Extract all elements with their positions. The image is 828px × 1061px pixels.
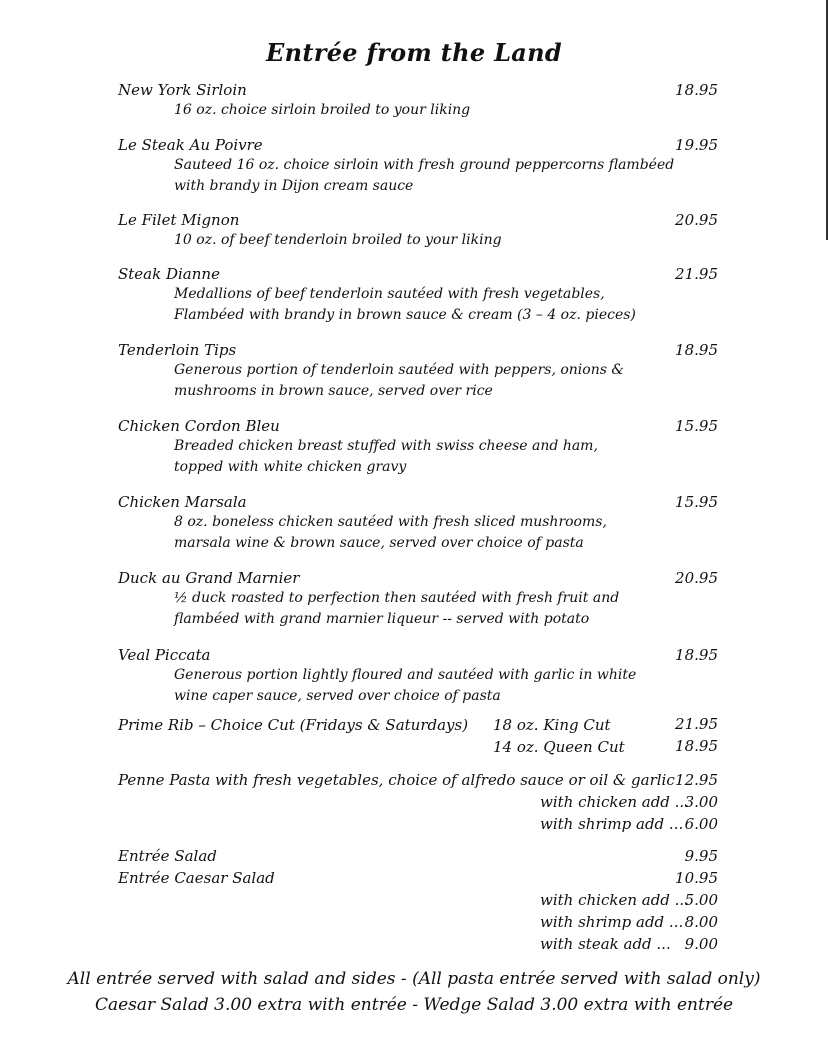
item-description: Generous portion lightly floured and sautéed with garlic in white xyxy=(174,667,637,683)
menu-item xyxy=(118,568,718,630)
item-price: 18.95 xyxy=(675,646,718,664)
item-name: Tenderloin Tips xyxy=(118,341,237,359)
salad-addon xyxy=(540,911,718,933)
item-name: Duck au Grand Marnier xyxy=(118,569,300,587)
menu-item xyxy=(118,80,718,121)
item-price: 20.95 xyxy=(675,211,718,229)
item-name: Le Steak Au Poivre xyxy=(118,136,263,154)
item-description: Flambéed with brandy in brown sauce & cream (3 – 4 oz. pieces) xyxy=(174,307,636,323)
item-description: with brandy in Dijon cream sauce xyxy=(174,178,414,194)
item-price: 18.95 xyxy=(675,341,718,359)
prime-rib-cut: 14 oz. Queen Cut xyxy=(493,738,625,756)
item-name: New York Sirloin xyxy=(118,81,247,99)
addon-label: with chicken add ... xyxy=(540,891,689,909)
salad-row xyxy=(118,845,718,867)
item-price: 20.95 xyxy=(675,569,718,587)
addon-price: 6.00 xyxy=(684,815,718,833)
page-title: Entrée from the Land xyxy=(266,38,562,67)
item-description: 8 oz. boneless chicken sautéed with fresh sliced mushrooms, xyxy=(174,514,607,530)
pasta-row xyxy=(118,769,718,791)
addon-label: with steak add ... xyxy=(540,935,671,953)
item-description: 16 oz. choice sirloin broiled to your liking xyxy=(174,102,471,118)
footer-note: Caesar Salad 3.00 extra with entrée - Wedge Salad 3.00 extra with entrée xyxy=(94,995,734,1015)
item-description: topped with white chicken gravy xyxy=(174,459,407,475)
item-description: Breaded chicken breast stuffed with swiss cheese and ham, xyxy=(174,438,598,454)
item-description: Medallions of beef tenderloin sautéed with fresh vegetables, xyxy=(174,286,605,302)
menu-item xyxy=(118,264,718,326)
menu-item xyxy=(118,492,718,554)
item-name: Chicken Cordon Bleu xyxy=(118,417,280,435)
salad-addon xyxy=(540,889,718,911)
salad-addon xyxy=(540,933,718,955)
footer-note: All entrée served with salad and sides - (All pasta entrée served with salad only) xyxy=(67,969,761,989)
item-price: 15.95 xyxy=(675,493,718,511)
item-name: Veal Piccata xyxy=(118,646,211,664)
menu-item xyxy=(118,340,718,402)
addon-label: with shrimp add ... xyxy=(540,815,684,833)
menu-item xyxy=(118,210,718,251)
salad-price: 10.95 xyxy=(675,869,718,887)
salad-name: Entrée Salad xyxy=(118,847,217,865)
prime-rib-name: Prime Rib – Choice Cut (Fridays & Saturdays) xyxy=(118,716,469,734)
prime-rib-price: 18.95 xyxy=(675,737,718,755)
item-price: 15.95 xyxy=(675,417,718,435)
addon-price: 5.00 xyxy=(684,891,718,909)
item-description: Generous portion of tenderloin sautéed with peppers, onions & xyxy=(174,362,624,378)
menu-item xyxy=(118,135,718,197)
addon-price: 9.00 xyxy=(684,935,718,953)
pasta-addon xyxy=(540,791,718,813)
addon-price: 3.00 xyxy=(684,793,718,811)
item-description: Sauteed 16 oz. choice sirloin with fresh ground peppercorns flambéed xyxy=(174,157,675,173)
addon-label: with shrimp add ... xyxy=(540,913,684,931)
prime-rib-cut: 18 oz. King Cut xyxy=(493,716,611,734)
item-description: wine caper sauce, served over choice of pasta xyxy=(174,688,501,704)
salad-row xyxy=(118,867,718,889)
salad-price: 9.95 xyxy=(684,847,718,865)
pasta-addon xyxy=(540,813,718,835)
menu-item xyxy=(118,645,718,707)
item-description: ½ duck roasted to perfection then sautéed with fresh fruit and xyxy=(174,590,620,606)
salad-name: Entrée Caesar Salad xyxy=(118,869,275,887)
item-description: mushrooms in brown sauce, served over rice xyxy=(174,383,493,399)
pasta-name: Penne Pasta with fresh vegetables, choice of alfredo sauce or oil & garlic xyxy=(118,771,675,789)
addon-price: 8.00 xyxy=(684,913,718,931)
item-description: flambéed with grand marnier liqueur -- served with potato xyxy=(174,611,590,627)
item-price: 19.95 xyxy=(675,136,718,154)
item-description: 10 oz. of beef tenderloin broiled to your liking xyxy=(174,232,502,248)
item-name: Steak Dianne xyxy=(118,265,220,283)
item-price: 18.95 xyxy=(675,81,718,99)
prime-rib-price: 21.95 xyxy=(675,715,718,733)
item-price: 21.95 xyxy=(675,265,718,283)
item-name: Le Filet Mignon xyxy=(118,211,240,229)
item-name: Chicken Marsala xyxy=(118,493,247,511)
menu-item xyxy=(118,416,718,478)
item-description: marsala wine & brown sauce, served over choice of pasta xyxy=(174,535,584,551)
pasta-price: 12.95 xyxy=(675,771,718,789)
addon-label: with chicken add ... xyxy=(540,793,689,811)
prime-rib-row xyxy=(118,714,718,736)
